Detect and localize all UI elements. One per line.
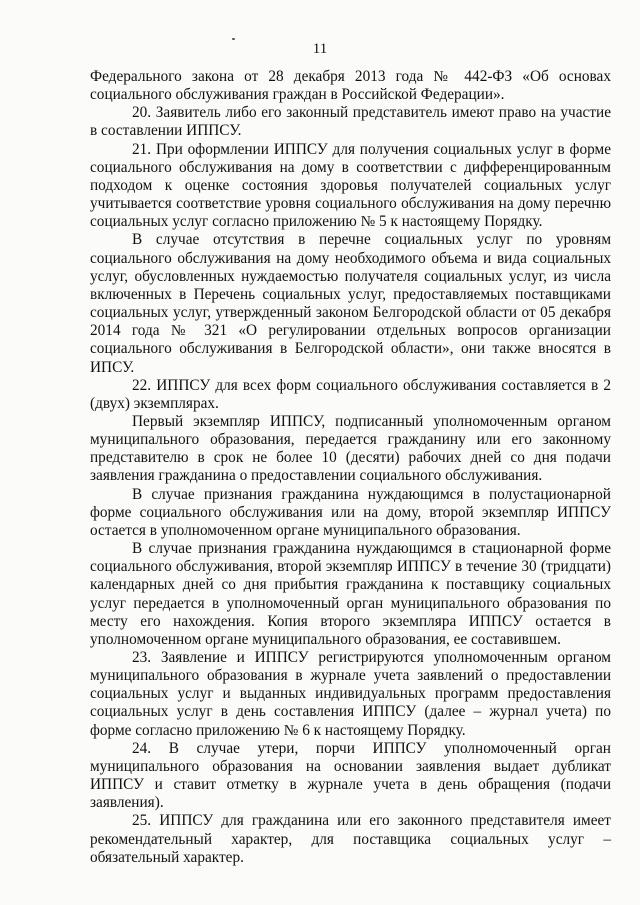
page-number: 11 xyxy=(312,41,328,57)
paragraph-item-22-first-copy: Первый экземпляр ИППСУ, подписанный уполномоченным органом муниципального образования, передается гражданину или его законному представителю в срок не более 10 (десяти) рабочих дней со дня подачи заявления гражданина о предоставлении социального обслуживания. xyxy=(90,412,611,485)
paragraph-item-22: 22. ИППСУ для всех форм социального обслуживания составляется в 2 (двух) экземплярах. xyxy=(90,376,611,412)
paragraph-item-22-stationary: В случае признания гражданина нуждающимся в стационарной форме социального обслуживания, второй экземпляр ИППСУ в течение 30 (тридцати) календарных дней со дня прибытия гражданина к поставщику социальных услуг передается в уполномоченный орган муниципального образования по месту его нахождения. Копия второго экземпляра ИППСУ остается в уполномоченном органе муниципального образования, ее составившем. xyxy=(90,540,611,648)
document-body xyxy=(90,68,611,867)
paragraph-item-21-absent-services: В случае отсутствия в перечне социальных услуг по уровням социального обслуживания на дому необходимого объема и вида социальных услуг, обусловленных нуждаемостью получателя социальных услуг, из числа включенных в Перечень социальных услуг, предоставляемых поставщиками социальных услуг, утвержденный законом Белгородской области от 05 декабря 2014 года № 321 «О регулировании отдельных вопросов организации социального обслуживания в Белгородской области», они также вносятся в ИПСУ. xyxy=(90,231,611,376)
paragraph-item-22-semistationary: В случае признания гражданина нуждающимся в полустационарной форме социального обслуживания или на дому, второй экземпляр ИППСУ остается в уполномоченном органе муниципального образования. xyxy=(90,485,611,539)
paragraph-item-25: 25. ИППСУ для гражданина или его законного представителя имеет рекомендательный характер, для поставщика социальных услуг – обязательный характер. xyxy=(90,812,611,866)
paragraph-item-23: 23. Заявление и ИППСУ регистрируются уполномоченным органом муниципального образования в журнале учета заявлений о предоставлении социальных услуг и выданных индивидуальных программ предоставления социальных услуг в день составления ИППСУ (далее – журнал учета) по форме согласно приложению № 6 к настоящему Порядку. xyxy=(90,649,611,739)
paragraph-item-20: 20. Заявитель либо его законный представитель имеют право на участие в составлении ИППСУ. xyxy=(90,104,611,140)
paragraph-law-reference: Федерального закона от 28 декабря 2013 года № 442-ФЗ «Об основах социального обслуживания граждан в Российской Федерации». xyxy=(90,68,611,104)
paragraph-item-21: 21. При оформлении ИППСУ для получения социальных услуг в форме социального обслуживания на дому в соответствии с дифференцированным подходом к оценке состояния здоровья получателей социальных услуг учитывается соответствие уровня социального обслуживания на дому перечню социальных услуг согласно приложению № 5 к настоящему Порядку. xyxy=(90,140,611,231)
paragraph-item-24: 24. В случае утери, порчи ИППСУ уполномоченный орган муниципального образования на основании заявления выдает дубликат ИППСУ и ставит отметку в журнале учета в день обращения (подачи заявления). xyxy=(90,739,611,812)
